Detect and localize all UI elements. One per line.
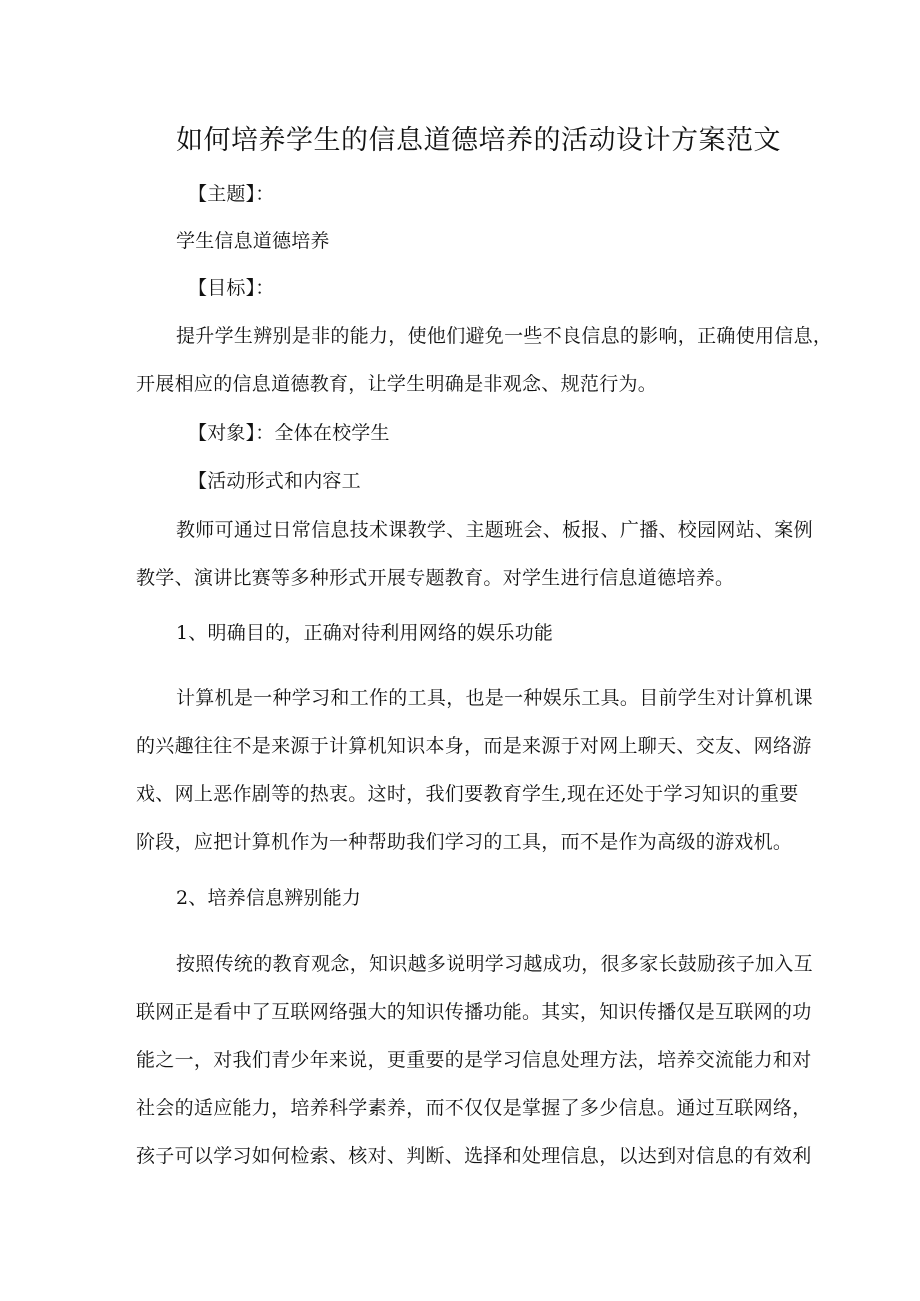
section2-heading: 2、培养信息辨别能力 — [176, 887, 362, 909]
section2-line: 能之一，对我们青少年来说，更重要的是学习信息处理方法，培养交流能力和对 — [136, 1049, 812, 1071]
target-line: 【对象】：全体在校学生 — [188, 422, 390, 444]
theme-text: 学生信息道德培养 — [176, 230, 330, 252]
section1-heading: 1、明确目的，正确对待利用网络的娱乐功能 — [176, 622, 554, 644]
section2-line: 按照传统的教育观念，知识越多说明学习越成功，很多家长鼓励孩子加入互 — [176, 953, 813, 975]
document-title: 如何培养学生的信息道德培养的活动设计方案范文 — [176, 125, 781, 156]
section2-line: 社会的适应能力，培养科学素养，而不仅仅是掌握了多少信息。通过互联网络， — [136, 1097, 812, 1119]
form-heading: 【活动形式和内容工 — [188, 470, 361, 492]
goal-line: 开展相应的信息道德教育，让学生明确是非观念、规范行为。 — [136, 373, 658, 395]
form-line: 教师可通过日常信息技术课教学、主题班会、板报、广播、校园网站、案例 — [176, 519, 813, 541]
goal-line: 提升学生辨别是非的能力，使他们避免一些不良信息的影响，正确使用信息， — [176, 325, 833, 347]
section1-line: 的兴趣往往不是来源于计算机知识本身，而是来源于对网上聊天、交友、网络游 — [136, 735, 812, 757]
section1-line: 阶段，应把计算机作为一种帮助我们学习的工具，而不是作为高级的游戏机。 — [136, 831, 793, 853]
section1-line: 计算机是一种学习和工作的工具，也是一种娱乐工具。目前学生对计算机课 — [176, 687, 813, 709]
goal-heading: 【目标】： — [188, 277, 275, 299]
theme-heading: 【主题】： — [188, 183, 275, 205]
section2-line: 孩子可以学习如何检索、核对、判断、选择和处理信息，以达到对信息的有效利 — [136, 1145, 812, 1167]
section2-line: 联网正是看中了互联网络强大的知识传播功能。其实，知识传播仅是互联网的功 — [136, 1001, 812, 1023]
form-line: 教学、演讲比赛等多种形式开展专题教育。对学生进行信息道德培养。 — [136, 567, 735, 589]
section1-line: 戏、网上恶作剧等的热衷。这时，我们要教育学生,现在还处于学习知识的重要 — [136, 783, 799, 805]
